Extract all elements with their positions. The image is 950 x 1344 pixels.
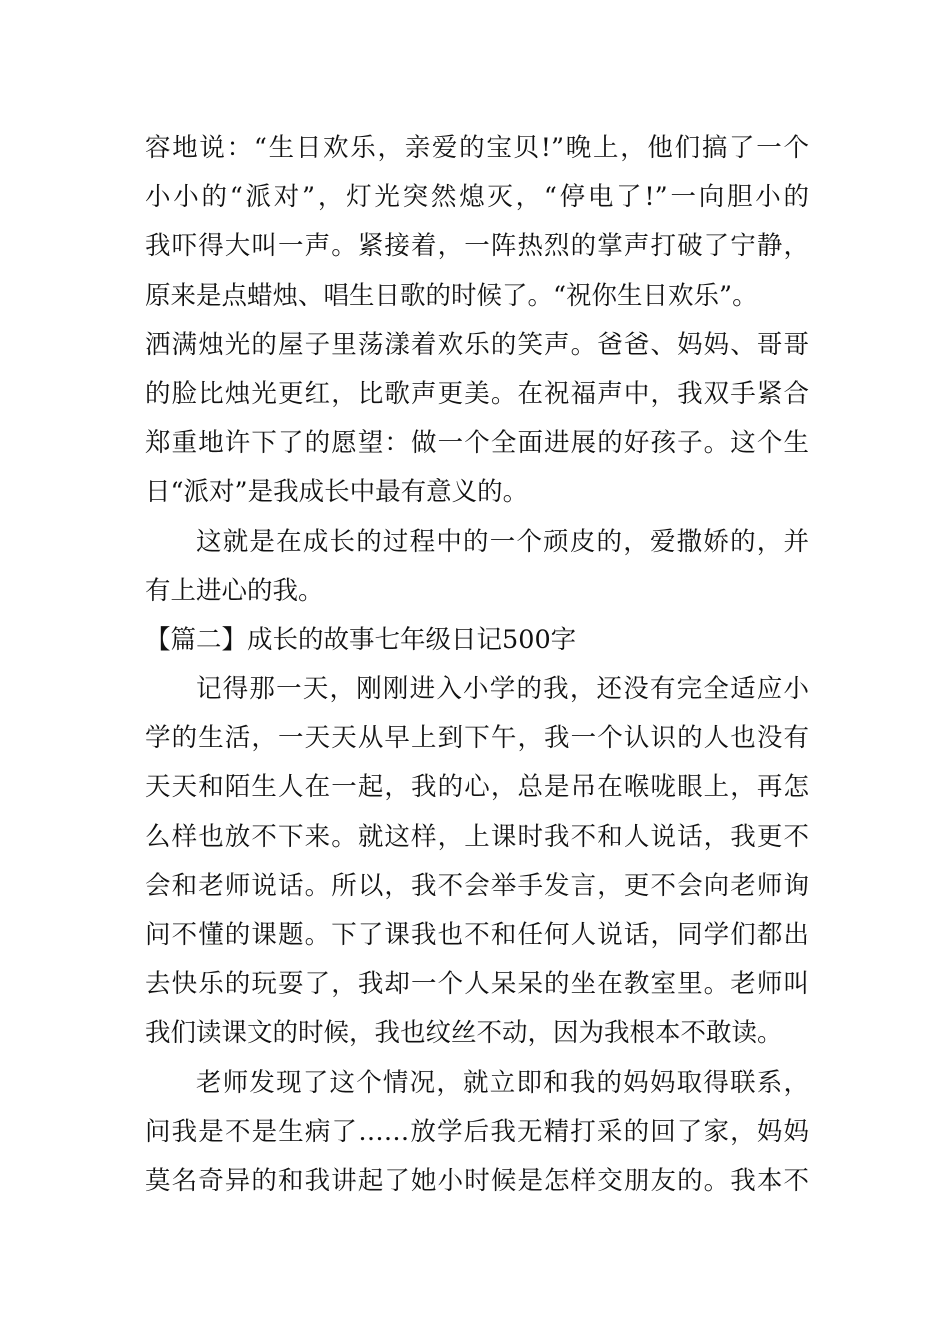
document-body xyxy=(145,124,809,1206)
text-line: 的脸比烛光更红，比歌声更美。在祝福声中，我双手紧合 xyxy=(145,378,809,409)
text-line: 问不懂的课题。下了课我也不和任何人说话，同学们都出 xyxy=(145,920,809,950)
text-line: 么样也放不下来。就这样，上课时我不和人说话，我更不 xyxy=(145,821,809,852)
text-line: 天天和陌生人在一起，我的心，总是吊在喉咙眼上，再怎 xyxy=(145,772,809,803)
text-line: 郑重地许下了的愿望：做一个全面进展的好孩子。这个生 xyxy=(145,428,809,459)
text-line: 记得那一天，刚刚进入小学的我，还没有完全适应小 xyxy=(196,674,809,705)
text-line: 老师发现了这个情况，就立即和我的妈妈取得联系， xyxy=(196,1067,809,1098)
text-line: 洒满烛光的屋子里荡漾着欢乐的笑声。爸爸、妈妈、哥哥 xyxy=(145,329,809,360)
text-line: 原来是点蜡烛、唱生日歌的时候了。“祝你生日欢乐”。 xyxy=(145,280,758,311)
text-line: 学的生活，一天天从早上到下午，我一个认识的人也没有 xyxy=(145,723,809,754)
text-line: 容地说：“生日欢乐，亲爱的宝贝!”晚上，他们搞了一个 xyxy=(145,133,809,163)
text-line: 我们读课文的时候，我也纹丝不动，因为我根本不敢读。 xyxy=(145,1018,783,1049)
section-heading: 【篇二】成长的故事七年级日记500字 xyxy=(145,624,577,655)
text-line: 会和老师说话。所以，我不会举手发言，更不会向老师询 xyxy=(145,870,809,901)
text-line: 去快乐的玩耍了，我却一个人呆呆的坐在教室里。老师叫 xyxy=(145,969,809,1000)
text-line: 这就是在成长的过程中的一个顽皮的，爱撒娇的，并 xyxy=(196,526,809,557)
text-line: 问我是不是生病了……放学后我无精打采的回了家，妈妈 xyxy=(145,1116,809,1147)
text-line: 莫名奇异的和我讲起了她小时候是怎样交朋友的。我本不 xyxy=(145,1165,809,1196)
text-line: 小小的“派对”，灯光突然熄灭，“停电了!”一向胆小的 xyxy=(145,182,809,213)
text-line: 日“派对”是我成长中最有意义的。 xyxy=(145,477,529,508)
text-line: 我吓得大叫一声。紧接着，一阵热烈的掌声打破了宁静， xyxy=(145,231,809,262)
text-line: 有上进心的我。 xyxy=(145,575,324,606)
